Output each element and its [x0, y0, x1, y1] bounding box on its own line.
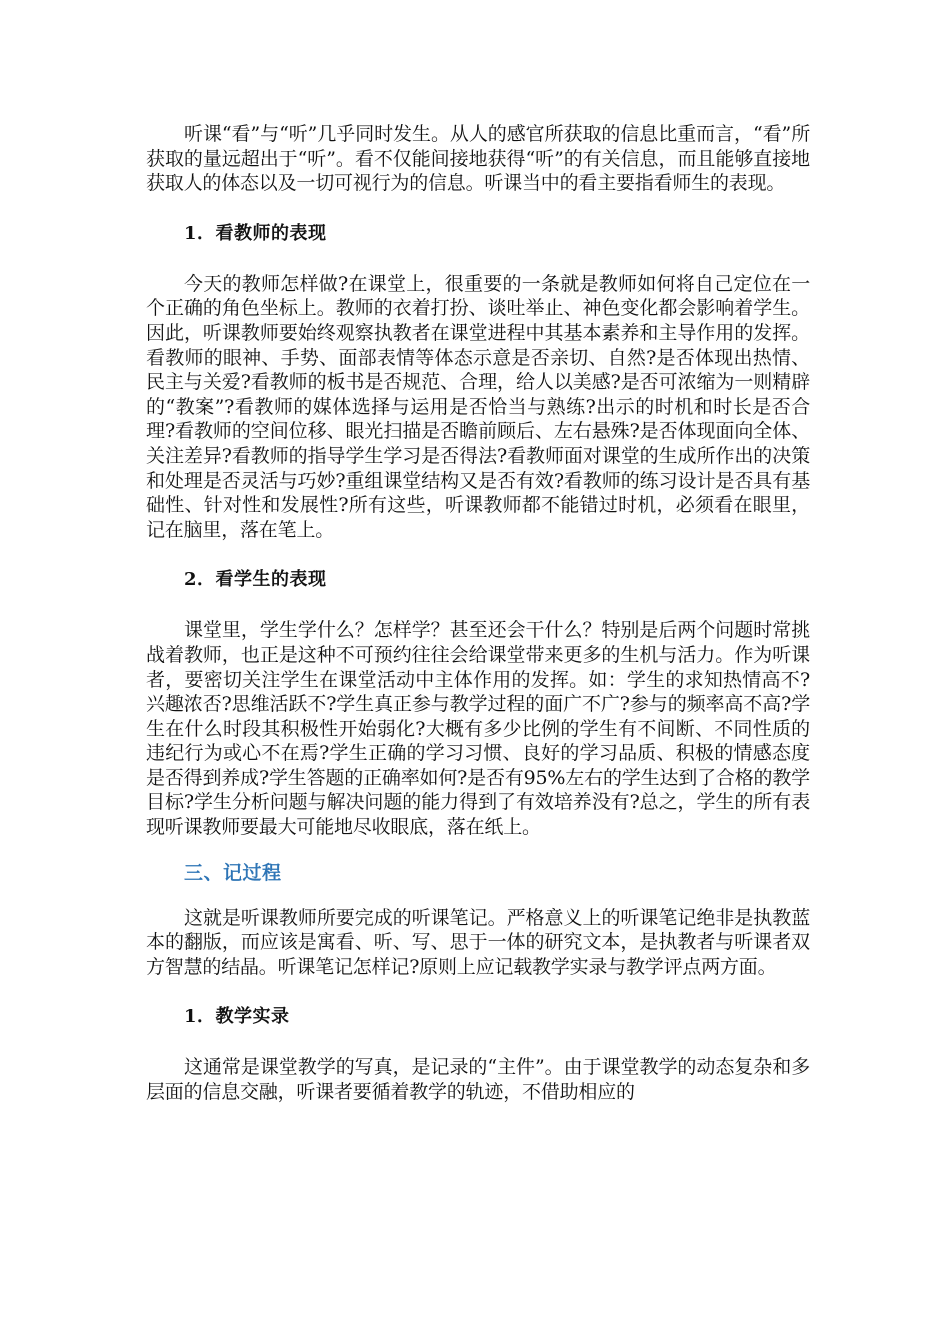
spacer [146, 246, 810, 272]
spacer [146, 840, 810, 861]
spacer [146, 979, 810, 1005]
section-paragraph: 这就是听课教师所要完成的听课笔记。严格意义上的听课笔记绝非是执教蓝本的翻版，而应该是寓看、听、写、思于一体的研究文本，是执教者与听课者双方智慧的结晶。听课笔记怎样记?原则上应记载教学实录与教学评点两方面。 [146, 906, 810, 978]
document-page [146, 122, 810, 1105]
spacer [146, 592, 810, 618]
spacer [146, 196, 810, 222]
spacer [146, 542, 810, 568]
teacher-paragraph: 今天的教师怎样做?在课堂上，很重要的一条就是教师如何将自己定位在一个正确的角色坐标上。教师的衣着打扮、谈吐举止、神色变化都会影响着学生。因此，听课教师要始终观察执教者在课堂进程中其基本素养和主导作用的发挥。看教师的眼神、手势、面部表情等体态示意是否亲切、自然?是否体现出热情、民主与关爱?看教师的板书是否规范、合理，给人以美感?是否可浓缩为一则精辟的“教案”?看教师的媒体选择与运用是否恰当与熟练?出示的时机和时长是否合理?看教师的空间位移、眼光扫描是否瞻前顾后、左右悬殊?是否体现面向全体、关注差异?看教师的指导学生学习是否得法?看教师面对课堂的生成所作出的决策和处理是否灵活与巧妙?重组课堂结构又是否有效?看教师的练习设计是否具有基础性、针对性和发展性?所有这些，听课教师都不能错过时机，必须看在眼里，记在脑里，落在笔上。 [146, 272, 810, 541]
teacher-heading: 1．看教师的表现 [184, 222, 327, 244]
student-paragraph: 课堂里，学生学什么？怎样学？甚至还会干什么？特别是后两个问题时常挑战着教师，也正是这种不可预约往往会给课堂带来更多的生机与活力。作为听课者，要密切关注学生在课堂活动中主体作用的发挥。如：学生的求知热情高不?兴趣浓否?思维活跃不?学生真正参与教学过程的面广不广?参与的频率高不高?学生在什么时段其积极性开始弱化?大概有多少比例的学生有不间断、不同性质的违纪行为或心不在焉?学生正确的学习习惯、良好的学习品质、积极的情感态度是否得到养成?学生答题的正确率如何?是否有95%左右的学生达到了合格的教学目标?学生分析问题与解决问题的能力得到了有效培养没有?总之，学生的所有表现听课教师要最大可能地尽收眼底，落在纸上。 [146, 619, 810, 839]
section-heading: 三、记过程 [184, 861, 282, 884]
student-heading: 2．看学生的表现 [184, 569, 327, 591]
spacer [146, 885, 810, 906]
spacer [146, 1029, 810, 1055]
record-heading: 1．教学实录 [184, 1006, 290, 1028]
intro-paragraph: 听课“看”与“听”几乎同时发生。从人的感官所获取的信息比重而言，“看”所获取的量远超出于“听”。看不仅能间接地获得“听”的有关信息，而且能够直接地获取人的体态以及一切可视行为的信息。听课当中的看主要指看师生的表现。 [146, 123, 810, 195]
record-paragraph: 这通常是课堂教学的写真，是记录的“主件”。由于课堂教学的动态复杂和多层面的信息交融，听课者要循着教学的轨迹，不借助相应的 [146, 1056, 810, 1104]
